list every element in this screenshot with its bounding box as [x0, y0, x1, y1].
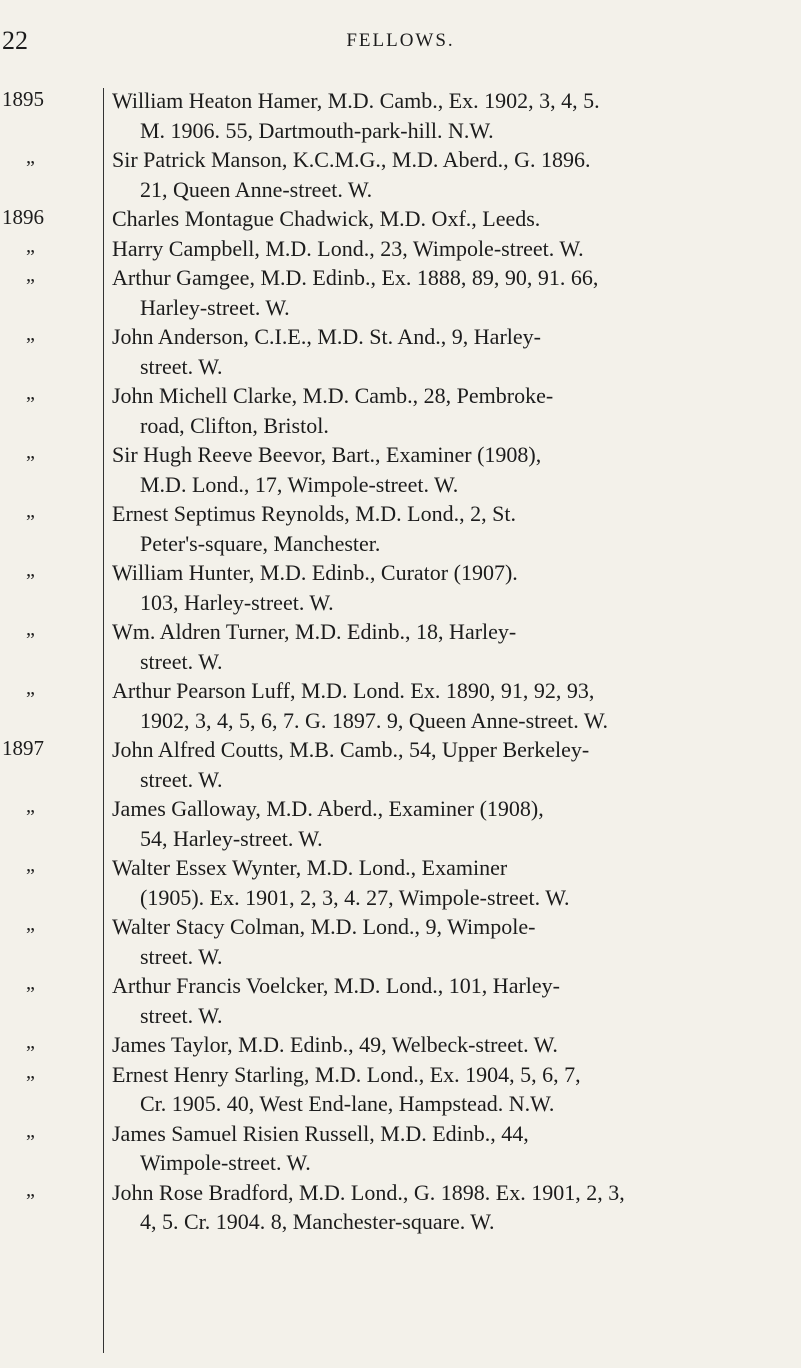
- fellow-entry: [0, 263, 801, 322]
- entry-line-2: 4, 5. Cr. 1904. 8, Manchester-square. W.: [140, 1209, 495, 1234]
- entry-line-2: street. W.: [140, 353, 223, 379]
- entry-line-1: Ernest Henry Starling, M.D. Lond., Ex. 1904, 5, 6, 7,: [112, 1061, 581, 1087]
- entry-text: [112, 499, 798, 558]
- page-header: [0, 22, 801, 62]
- running-title: FELLOWS.: [346, 30, 455, 51]
- entry-year: „: [26, 559, 35, 581]
- entry-year: „: [26, 234, 35, 257]
- entry-line-1: Walter Essex Wynter, M.D. Lond., Examiner: [112, 855, 508, 880]
- entry-year: 1896: [2, 205, 44, 229]
- entry-text: [112, 204, 798, 234]
- entry-line-1: Sir Hugh Reeve Beevor, Bart., Examiner (1908),: [112, 442, 542, 467]
- fellow-entry: [0, 971, 801, 1030]
- entry-text: [112, 912, 798, 971]
- entry-year: „: [26, 854, 35, 876]
- entry-line-1: John Alfred Coutts, M.B. Camb., 54, Upper Berkeley-: [112, 737, 590, 762]
- entry-year: „: [26, 500, 35, 522]
- entry-text: [112, 263, 798, 322]
- entry-text: [112, 617, 798, 676]
- entry-text: [112, 971, 798, 1030]
- entry-text: [112, 1178, 798, 1237]
- entry-text: [112, 322, 798, 381]
- entry-line-1: William Hunter, M.D. Edinb., Curator (1907).: [112, 560, 518, 585]
- entry-text: [112, 558, 798, 617]
- fellow-entry: [0, 912, 801, 971]
- entry-text: [112, 794, 798, 853]
- fellow-entry: [0, 145, 801, 204]
- entry-line-2: M. 1906. 55, Dartmouth-park-hill. N.W.: [140, 117, 494, 143]
- entry-text: [112, 1119, 798, 1178]
- entry-line-1: Charles Montague Chadwick, M.D. Oxf., Leeds.: [112, 206, 541, 231]
- page-number: 22: [2, 26, 28, 55]
- entry-year: „: [26, 1119, 35, 1142]
- fellow-entry: [0, 735, 801, 794]
- entry-line-1: John Rose Bradford, M.D. Lond., G. 1898. Ex. 1901, 2, 3,: [112, 1179, 625, 1205]
- entry-year: „: [26, 323, 35, 345]
- entry-text: [112, 1030, 798, 1060]
- entry-year: „: [26, 146, 35, 168]
- fellows-list: [0, 86, 801, 1237]
- entry-year: „: [26, 795, 35, 817]
- entry-line-2: (1905). Ex. 1901, 2, 3, 4. 27, Wimpole-street. W.: [140, 884, 570, 910]
- entry-line-1: John Michell Clarke, M.D. Camb., 28, Pembroke-: [112, 383, 554, 408]
- entry-line-2: 54, Harley-street. W.: [140, 825, 323, 851]
- entry-line-1: John Anderson, C.I.E., M.D. St. And., 9, Harley-: [112, 324, 541, 349]
- entry-year: 1895: [2, 87, 44, 111]
- entry-line-2: 103, Harley-street. W.: [140, 589, 334, 615]
- fellow-entry: [0, 234, 801, 264]
- entry-line-2: Harley-street. W.: [140, 294, 290, 320]
- entry-text: [112, 735, 798, 794]
- entry-year: „: [26, 913, 35, 935]
- entry-line-2: M.D. Lond., 17, Wimpole-street. W.: [140, 471, 459, 497]
- entry-line-1: Ernest Septimus Reynolds, M.D. Lond., 2, St.: [112, 501, 516, 526]
- entry-text: [112, 676, 798, 735]
- entry-line-2: Cr. 1905. 40, West End-lane, Hampstead. N.W.: [140, 1091, 555, 1116]
- entry-year: „: [26, 1060, 35, 1083]
- entry-line-2: street. W.: [140, 648, 223, 674]
- entry-line-1: William Heaton Hamer, M.D. Camb., Ex. 1902, 3, 4, 5.: [112, 88, 600, 113]
- entry-line-2: street. W.: [140, 766, 223, 792]
- entry-line-1: Walter Stacy Colman, M.D. Lond., 9, Wimpole-: [112, 914, 536, 939]
- entry-year: „: [26, 677, 35, 699]
- fellow-entry: [0, 617, 801, 676]
- entry-text: [112, 1060, 798, 1119]
- entry-text: [112, 853, 798, 912]
- entry-year: 1897: [2, 736, 44, 760]
- entry-year: „: [26, 972, 35, 994]
- entry-line-1: Sir Patrick Manson, K.C.M.G., M.D. Aberd., G. 1896.: [112, 147, 591, 172]
- entry-text: [112, 381, 798, 440]
- entry-line-1: James Galloway, M.D. Aberd., Examiner (1908),: [112, 796, 544, 821]
- entry-line-1: James Taylor, M.D. Edinb., 49, Welbeck-street. W.: [112, 1032, 558, 1057]
- entry-line-1: Harry Campbell, M.D. Lond., 23, Wimpole-street. W.: [112, 235, 584, 261]
- fellow-entry: [0, 558, 801, 617]
- entry-year: „: [26, 264, 35, 286]
- entry-text: [112, 234, 798, 264]
- fellow-entry: [0, 676, 801, 735]
- fellow-entry: [0, 1030, 801, 1060]
- entry-year: „: [26, 1031, 35, 1053]
- entry-text: [112, 145, 798, 204]
- entry-text: [112, 86, 798, 145]
- entry-line-2: street. W.: [140, 1002, 223, 1028]
- fellow-entry: [0, 499, 801, 558]
- entry-line-2: Wimpole-street. W.: [140, 1150, 311, 1175]
- entry-text: [112, 440, 798, 499]
- fellow-entry: [0, 86, 801, 145]
- entry-year: „: [26, 441, 35, 463]
- entry-line-1: Arthur Francis Voelcker, M.D. Lond., 101, Harley-: [112, 973, 560, 998]
- entry-line-1: Wm. Aldren Turner, M.D. Edinb., 18, Harley-: [112, 619, 517, 644]
- entry-line-1: Arthur Pearson Luff, M.D. Lond. Ex. 1890, 91, 92, 93,: [112, 678, 595, 703]
- fellow-entry: [0, 440, 801, 499]
- fellow-entry: [0, 204, 801, 234]
- fellow-entry: [0, 853, 801, 912]
- fellow-entry: [0, 322, 801, 381]
- entry-line-1: Arthur Gamgee, M.D. Edinb., Ex. 1888, 89, 90, 91. 66,: [112, 265, 599, 290]
- fellow-entry: [0, 381, 801, 440]
- entry-year: „: [26, 1178, 35, 1201]
- entry-line-2: Peter's-square, Manchester.: [140, 530, 381, 556]
- fellow-entry: [0, 1178, 801, 1237]
- entry-line-1: James Samuel Risien Russell, M.D. Edinb., 44,: [112, 1120, 529, 1146]
- entry-line-2: 1902, 3, 4, 5, 6, 7. G. 1897. 9, Queen Anne-street. W.: [140, 707, 609, 733]
- fellow-entry: [0, 1119, 801, 1178]
- entry-year: „: [26, 382, 35, 404]
- entry-line-2: street. W.: [140, 943, 223, 969]
- entry-year: „: [26, 618, 35, 640]
- entry-line-2: road, Clifton, Bristol.: [140, 412, 329, 438]
- fellow-entry: [0, 1060, 801, 1119]
- fellow-entry: [0, 794, 801, 853]
- entry-line-2: 21, Queen Anne-street. W.: [140, 176, 373, 202]
